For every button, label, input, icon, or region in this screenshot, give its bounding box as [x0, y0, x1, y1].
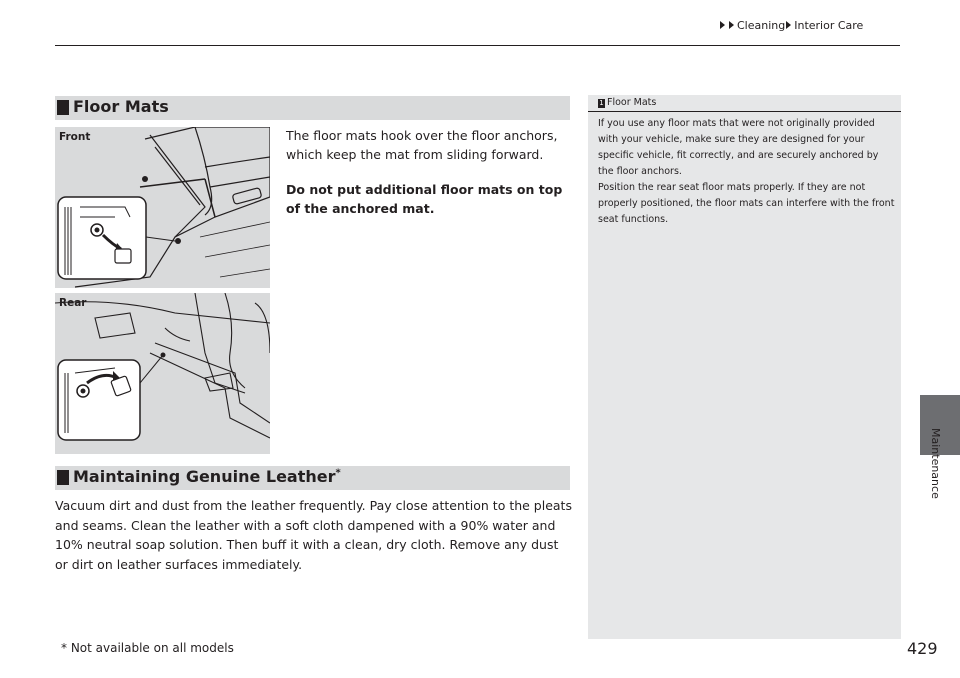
page-number: 429 [907, 639, 938, 658]
figure-label-rear: Rear [59, 297, 87, 309]
leather-care-text: Vacuum dirt and dust from the leather frequently. Pay close attention to the pleats and seams. Clean the leather with a soft cloth dampened with a 90% water and 10% neutral soap solution. Then buff it with a clean, dry cloth. Remove any dust or dirt on leather surfaces immediately. [55, 498, 572, 572]
section-square-icon [57, 100, 69, 115]
header-rule [55, 45, 900, 46]
footnote: * Not available on all models [61, 641, 234, 655]
note-title [598, 97, 656, 108]
rear-floor-mat-illustration [55, 293, 270, 454]
breadcrumb-arrow-icon [720, 21, 725, 29]
breadcrumb-item-interior-care[interactable]: Interior Care [794, 19, 864, 32]
floor-mats-warning: Do not put additional floor mats on top of the anchored mat. [286, 182, 563, 216]
note-panel [588, 95, 901, 639]
figure-front-floor-mat [55, 127, 270, 288]
not-all-models-marker: * [335, 467, 341, 479]
front-floor-mat-illustration [55, 127, 270, 288]
note-rule [588, 111, 901, 112]
breadcrumb-arrow-icon [786, 21, 791, 29]
note-text [598, 116, 896, 228]
floor-mats-intro: The floor mats hook over the floor anchors, which keep the mat from sliding forward. [286, 128, 558, 162]
note-marker-icon: 1 [599, 99, 604, 107]
breadcrumb-arrow-icon [729, 21, 734, 29]
section-header-leather [55, 466, 570, 490]
note-title-text: Floor Mats [607, 97, 657, 108]
breadcrumb-item-cleaning[interactable]: Cleaning [737, 19, 786, 32]
section-square-icon [57, 470, 69, 485]
section-title-floor-mats: Floor Mats [73, 97, 169, 116]
figure-rear-floor-mat [55, 293, 270, 454]
note-paragraph: If you use any floor mats that were not originally provided with your vehicle, make sure they are designed for your specific vehicle, fit correctly, and are securely anchored by the floor anchors. [598, 118, 879, 177]
chapter-label: Maintenance [929, 428, 942, 499]
note-paragraph: Position the rear seat floor mats properly. If they are not properly positioned, the floor mats can interfere with the front seat functions. [598, 182, 895, 225]
breadcrumb [719, 19, 863, 32]
figure-label-front: Front [59, 131, 91, 143]
section-header-floor-mats [55, 96, 570, 120]
section-title-leather: Maintaining Genuine Leather* [73, 467, 341, 486]
